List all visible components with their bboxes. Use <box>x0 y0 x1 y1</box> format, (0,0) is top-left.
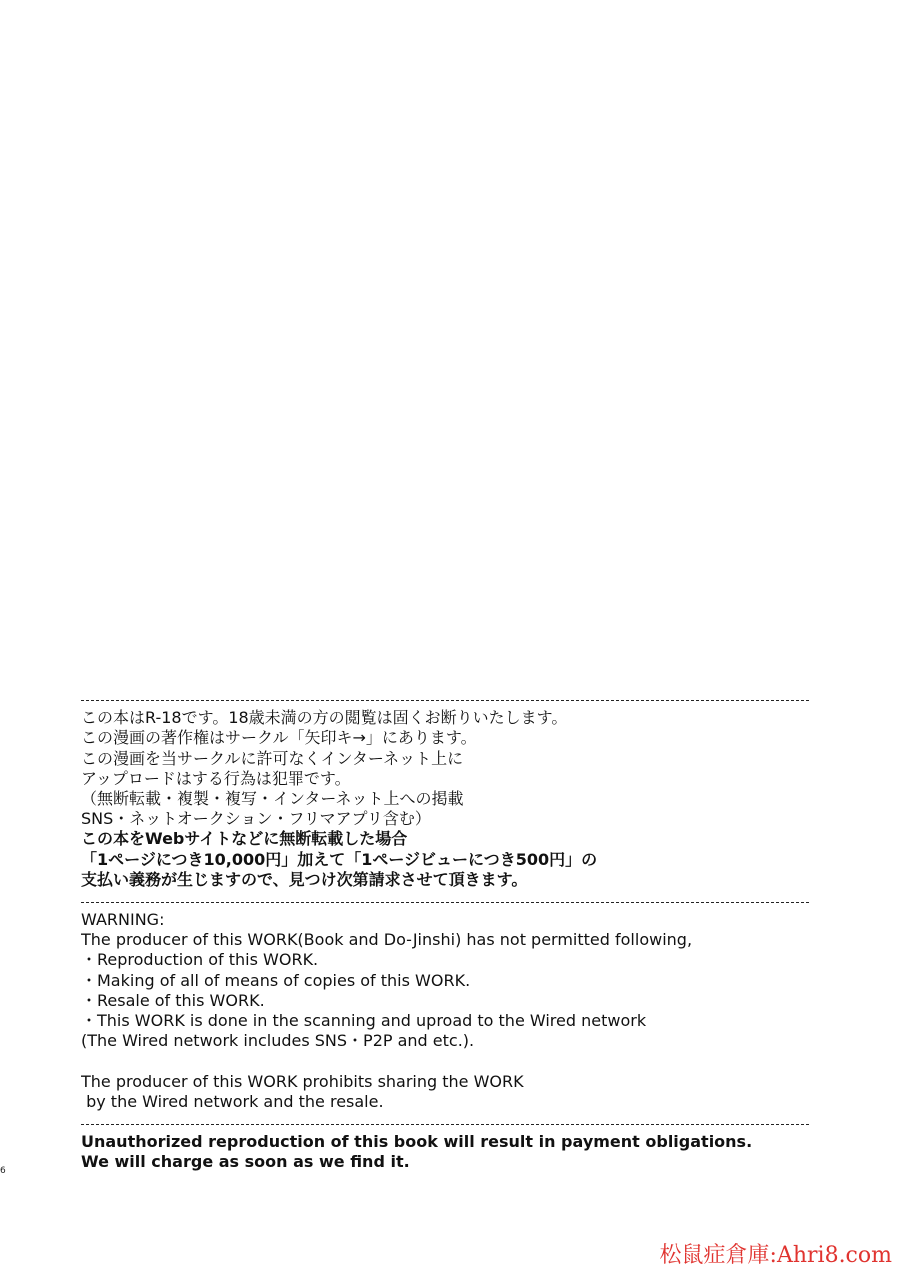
en-warning-line: The producer of this WORK(Book and Do-Jinshi) has not permitted following, <box>81 930 693 950</box>
dashed-divider <box>81 688 809 708</box>
jp-notice-line: （無断転載・複製・複写・インターネット上への掲載 <box>81 788 464 808</box>
jp-notice-line: この漫画を当サークルに許可なくインターネット上に <box>81 748 464 768</box>
jp-notice-line: この漫画の著作権はサークル「矢印キ→」にあります。 <box>81 728 477 748</box>
en-warning-line: (The Wired network includes SNS・P2P and etc.). <box>81 1031 475 1051</box>
en-warning-line: ・Resale of this WORK. <box>81 990 265 1010</box>
en-payment-line: Unauthorized reproduction of this book will result in payment obligations. <box>81 1132 753 1152</box>
jp-payment-line: この本をWebサイトなどに無断転載した場合 <box>81 829 408 849</box>
en-prohibit-line: by the Wired network and the resale. <box>81 1091 384 1111</box>
blank-spacer <box>81 1051 809 1071</box>
jp-payment-line: 支払い義務が生じますので、見つけ次第請求させて頂きます。 <box>81 869 528 889</box>
jp-notice-line: SNS・ネットオークション・フリマアプリ含む） <box>81 809 431 829</box>
watermark-text: 松鼠症倉庫:Ahri8.com <box>659 1243 892 1268</box>
jp-notice-line: この本はR-18です。18歳未満の方の閲覧は固くお断りいたします。 <box>81 708 568 728</box>
en-warning-line: ・Reproduction of this WORK. <box>81 950 319 970</box>
en-prohibit-line: The producer of this WORK prohibits sharing the WORK <box>81 1071 524 1091</box>
jp-notice-line: アップロードはする行為は犯罪です。 <box>81 768 351 788</box>
dashed-divider <box>81 1112 809 1132</box>
en-warning-line: ・This WORK is done in the scanning and uproad to the Wired network <box>81 1011 647 1030</box>
dashed-divider <box>81 890 809 910</box>
copyright-notice <box>81 688 809 1173</box>
en-payment-line: We will charge as soon as we find it. <box>81 1152 410 1172</box>
jp-payment-line: 「1ページにつき10,000円」加えて「1ページビューにつき500円」の <box>81 849 598 869</box>
en-warning-heading: WARNING: <box>81 910 165 930</box>
page-number: 6 <box>0 1166 6 1176</box>
en-warning-line: ・Making of all of means of copies of this WORK. <box>81 970 471 990</box>
